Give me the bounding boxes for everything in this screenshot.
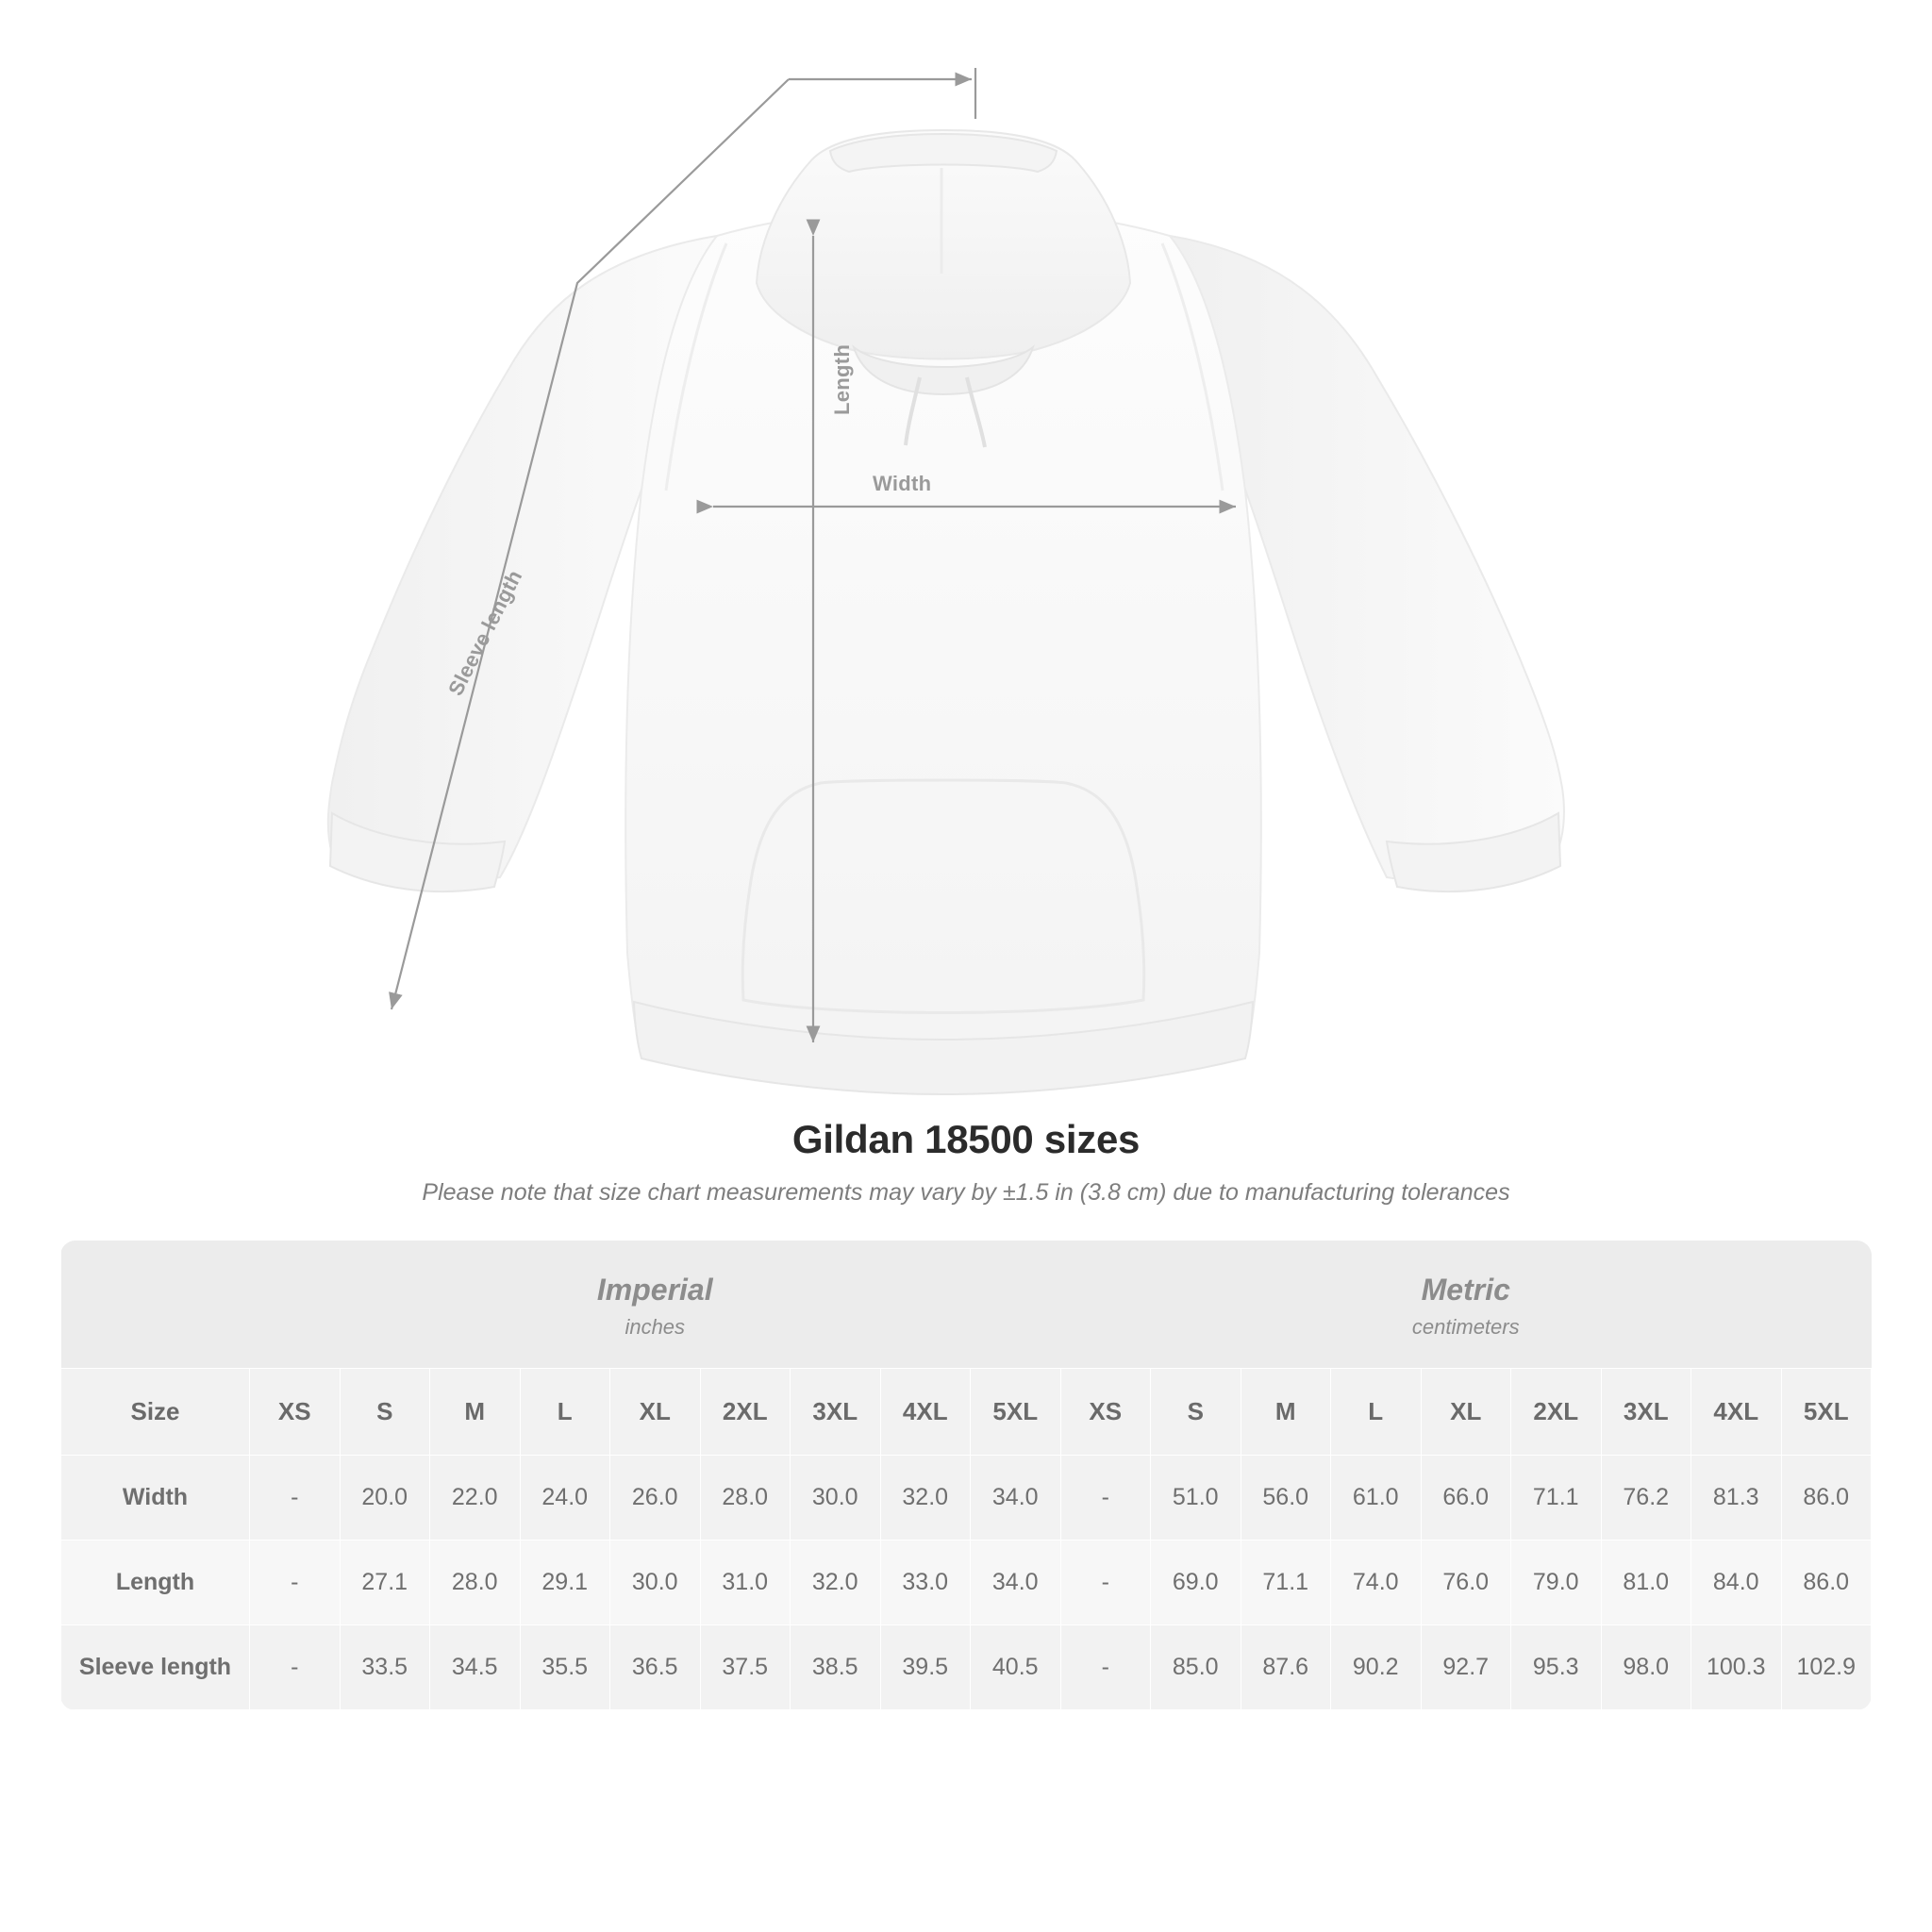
measurement-cell: 38.5 (791, 1625, 881, 1710)
measurement-cell: 39.5 (880, 1625, 971, 1710)
size-column-header: L (520, 1369, 610, 1456)
unit-group-name: Metric (1421, 1273, 1510, 1307)
unit-group-sub: inches (625, 1315, 686, 1339)
measurement-cell: 84.0 (1691, 1541, 1782, 1625)
measurement-row-label: Width (61, 1456, 250, 1541)
size-column-header: 4XL (880, 1369, 971, 1456)
unit-row-spacer (61, 1241, 250, 1369)
page-title: Gildan 18500 sizes (791, 1117, 1141, 1161)
measurement-cell: 32.0 (880, 1456, 971, 1541)
measurement-cell: 56.0 (1241, 1456, 1331, 1541)
size-column-header: XS (1060, 1369, 1151, 1456)
measurement-cell: 36.5 (610, 1625, 701, 1710)
width-label: Width (873, 472, 932, 495)
measurement-cell: 26.0 (610, 1456, 701, 1541)
size-column-header: XS (250, 1369, 341, 1456)
measurement-cell: - (250, 1541, 341, 1625)
tolerance-note: Please note that size chart measurements may vary by ±1.5 in (3.8 cm) due to manufacturing tolerances (422, 1179, 1510, 1206)
size-column-header: 5XL (971, 1369, 1061, 1456)
size-header: Size (61, 1369, 250, 1456)
measurement-cell: 28.0 (700, 1456, 791, 1541)
measurement-cell: 90.2 (1331, 1625, 1422, 1710)
measurement-cell: 61.0 (1331, 1456, 1422, 1541)
table-row (61, 1541, 1872, 1625)
measurement-cell: 32.0 (791, 1541, 881, 1625)
unit-group-imperial (250, 1241, 1061, 1369)
length-label: Length (830, 343, 854, 415)
size-column-header: XL (1421, 1369, 1511, 1456)
table-row (61, 1625, 1872, 1710)
measurement-cell: 34.0 (971, 1456, 1061, 1541)
measurement-cell: - (250, 1456, 341, 1541)
measurement-cell: 95.3 (1511, 1625, 1602, 1710)
size-column-header: 2XL (1511, 1369, 1602, 1456)
measurement-cell: 98.0 (1601, 1625, 1691, 1710)
measurement-cell: 69.0 (1151, 1541, 1241, 1625)
measurement-cell: 92.7 (1421, 1625, 1511, 1710)
measurement-cell: 76.2 (1601, 1456, 1691, 1541)
measurement-cell: - (1060, 1625, 1151, 1710)
measurement-cell: 22.0 (430, 1456, 521, 1541)
measurement-row-label: Length (61, 1541, 250, 1625)
measurement-cell: 102.9 (1781, 1625, 1872, 1710)
measurement-cell: 30.0 (610, 1541, 701, 1625)
measurement-cell: 40.5 (971, 1625, 1061, 1710)
measurement-cell: 37.5 (700, 1625, 791, 1710)
measurement-cell: 51.0 (1151, 1456, 1241, 1541)
measurement-cell: 27.1 (340, 1541, 430, 1625)
size-column-header: 3XL (791, 1369, 881, 1456)
measurement-cell: 34.5 (430, 1625, 521, 1710)
measurement-cell: 87.6 (1241, 1625, 1331, 1710)
sleeve-length-label: Sleeve length (443, 566, 527, 700)
title-block (0, 1117, 1932, 1207)
measurement-cell: 33.5 (340, 1625, 430, 1710)
measurement-cell: - (1060, 1456, 1151, 1541)
measurement-cell: 31.0 (700, 1541, 791, 1625)
measurement-cell: 81.0 (1601, 1541, 1691, 1625)
size-column-header: 2XL (700, 1369, 791, 1456)
measurement-cell: - (250, 1625, 341, 1710)
size-column-header: M (430, 1369, 521, 1456)
measurement-cell: 71.1 (1241, 1541, 1331, 1625)
size-table-wrapper (60, 1241, 1872, 1710)
unit-group-name: Imperial (596, 1273, 713, 1307)
measurement-cell: 74.0 (1331, 1541, 1422, 1625)
measurement-cell: 28.0 (430, 1541, 521, 1625)
measurement-cell: 35.5 (520, 1625, 610, 1710)
size-column-header: S (340, 1369, 430, 1456)
measurement-cell: 33.0 (880, 1541, 971, 1625)
size-column-header: L (1331, 1369, 1422, 1456)
measurement-cell: 100.3 (1691, 1625, 1782, 1710)
table-row (61, 1456, 1872, 1541)
size-column-header: XL (610, 1369, 701, 1456)
measurement-cell: 29.1 (520, 1541, 610, 1625)
measurement-cell: 71.1 (1511, 1456, 1602, 1541)
size-column-header: M (1241, 1369, 1331, 1456)
measurement-cell: 20.0 (340, 1456, 430, 1541)
measurement-cell: 79.0 (1511, 1541, 1602, 1625)
measurement-cell: 81.3 (1691, 1456, 1782, 1541)
size-column-header: S (1151, 1369, 1241, 1456)
size-column-header: 5XL (1781, 1369, 1872, 1456)
measurement-cell: 66.0 (1421, 1456, 1511, 1541)
unit-group-sub: centimeters (1411, 1315, 1520, 1339)
measurement-cell: - (1060, 1541, 1151, 1625)
measurement-cell: 76.0 (1421, 1541, 1511, 1625)
size-table (60, 1241, 1872, 1710)
measurement-cell: 85.0 (1151, 1625, 1241, 1710)
measurement-cell: 24.0 (520, 1456, 610, 1541)
size-column-header: 4XL (1691, 1369, 1782, 1456)
measurement-cell: 34.0 (971, 1541, 1061, 1625)
unit-group-metric (1060, 1241, 1872, 1369)
size-column-header: 3XL (1601, 1369, 1691, 1456)
measurement-cell: 86.0 (1781, 1541, 1872, 1625)
measurement-cell: 86.0 (1781, 1456, 1872, 1541)
measurement-row-label: Sleeve length (61, 1625, 250, 1710)
measurement-cell: 30.0 (791, 1456, 881, 1541)
